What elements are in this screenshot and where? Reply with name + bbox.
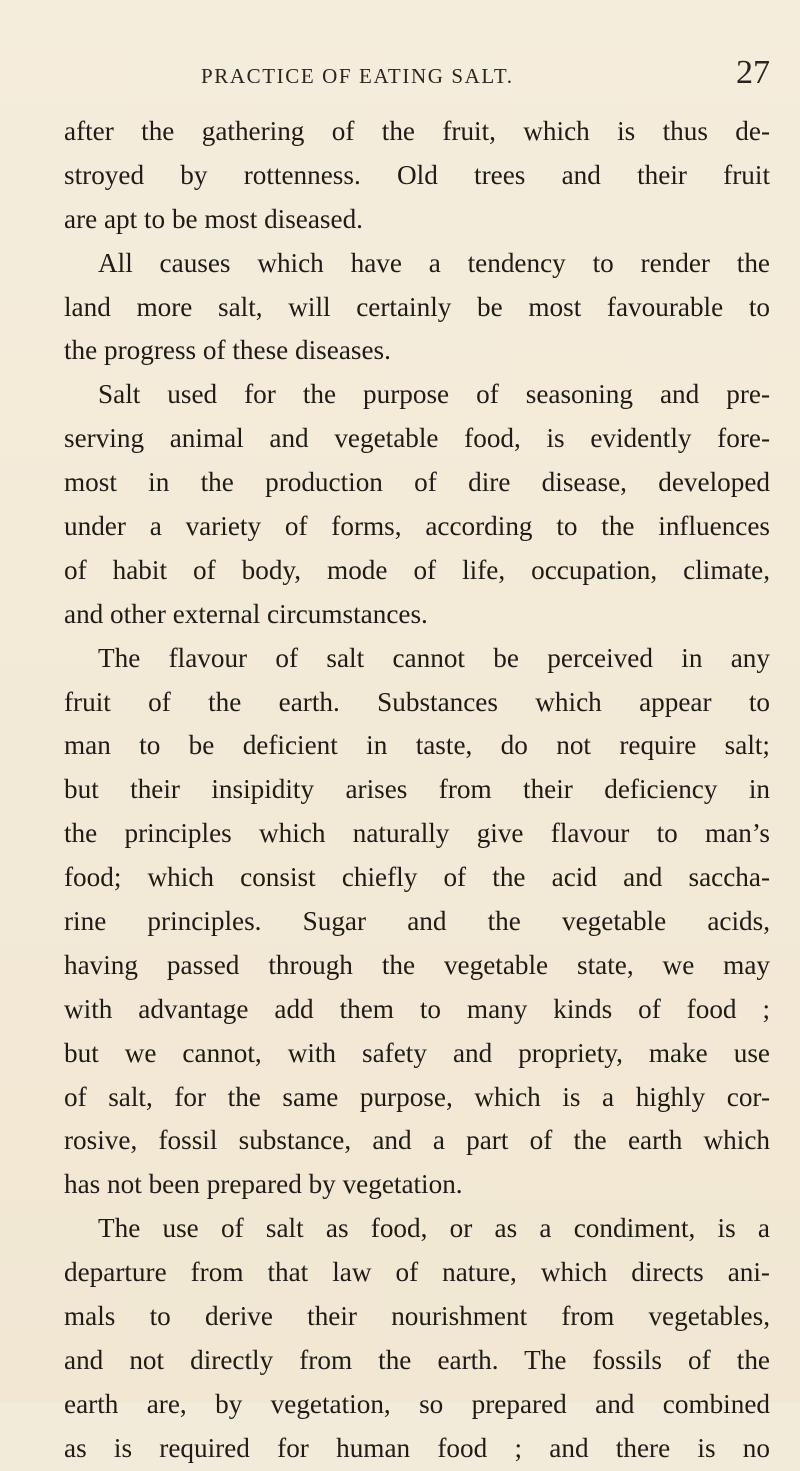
text-line: The use of salt as food, or as a condiment, is a <box>98 1213 770 1244</box>
running-head <box>64 56 770 96</box>
text-line: as is required for human food ; and there is no <box>64 1432 770 1463</box>
text-line: rine principles. Sugar and the vegetable acids, <box>64 906 770 937</box>
text-line: but their insipidity arises from their deficiency in <box>64 774 770 805</box>
text-line: of habit of body, mode of life, occupation, climate, <box>64 554 770 585</box>
text-line: Salt used for the purpose of seasoning and pre- <box>98 379 770 410</box>
text-line: and other external circumstances. <box>64 598 428 629</box>
text-line: but we cannot, with safety and propriety, make use <box>64 1037 770 1068</box>
text-line: departure from that law of nature, which directs ani- <box>64 1257 770 1288</box>
text-line: under a variety of forms, according to the influences <box>64 511 770 542</box>
text-line: mals to derive their nourishment from vegetables, <box>64 1301 770 1332</box>
text-line: are apt to be most diseased. <box>64 203 363 234</box>
body-text <box>64 110 770 1471</box>
text-line: All causes which have a tendency to render the <box>98 247 770 278</box>
text-line: land more salt, will certainly be most favourable to <box>64 291 770 322</box>
text-line: of salt, for the same purpose, which is a highly cor- <box>64 1081 770 1112</box>
text-line: rosive, fossil substance, and a part of the earth which <box>64 1125 770 1156</box>
text-line: man to be deficient in taste, do not require salt; <box>64 730 770 761</box>
text-line: food; which consist chiefly of the acid and saccha- <box>64 862 770 893</box>
text-line: the principles which naturally give flavour to man’s <box>64 818 770 849</box>
text-line: earth are, by vegetation, so prepared and combined <box>64 1388 770 1419</box>
text-line: stroyed by rottenness. Old trees and their fruit <box>64 159 770 190</box>
text-line: and not directly from the earth. The fossils of the <box>64 1344 770 1375</box>
text-line: fruit of the earth. Substances which appear to <box>64 686 770 717</box>
text-line: with advantage add them to many kinds of food ; <box>64 993 770 1024</box>
text-line: has not been prepared by vegetation. <box>64 1169 463 1200</box>
page-number: 27 <box>736 54 770 91</box>
running-title: PRACTICE OF EATING SALT. <box>201 64 514 88</box>
text-line: after the gathering of the fruit, which is thus de- <box>64 116 770 146</box>
text-line: having passed through the vegetable state, we may <box>64 949 770 980</box>
text-line: The flavour of salt cannot be perceived in any <box>98 642 770 673</box>
text-line: most in the production of dire disease, developed <box>64 467 770 498</box>
text-line: serving animal and vegetable food, is evidently fore- <box>64 423 770 454</box>
text-line: the progress of these diseases. <box>64 335 391 366</box>
